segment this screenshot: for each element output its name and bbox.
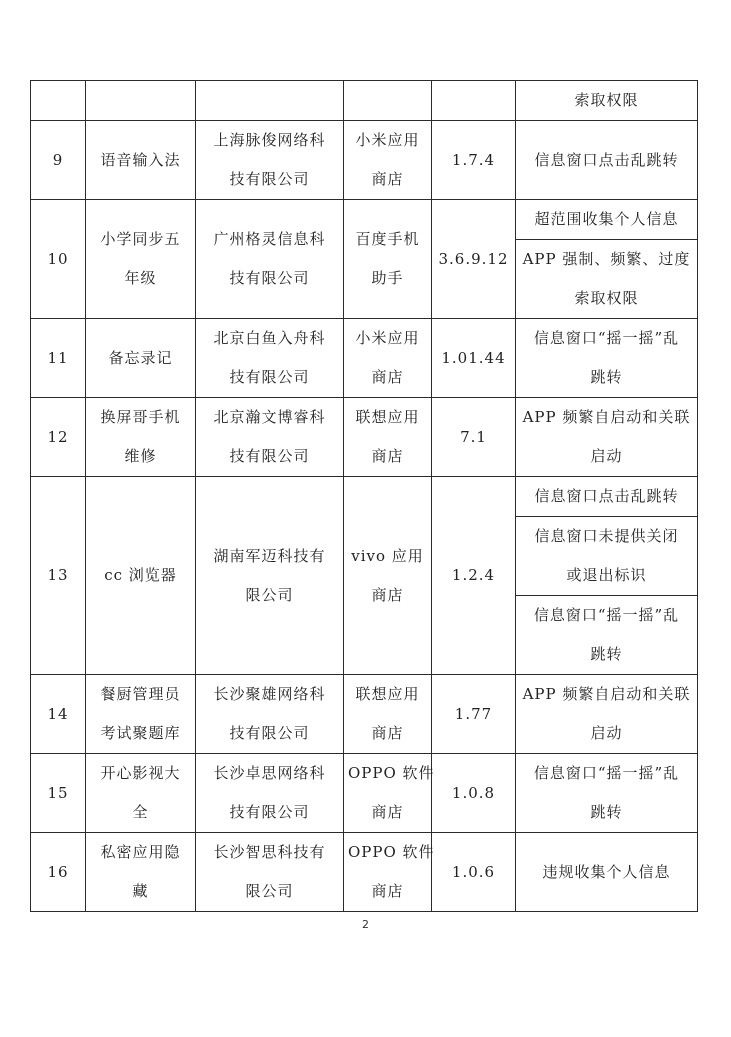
cell-issue	[516, 477, 698, 517]
cell-line: 信息窗口点击乱跳转	[534, 150, 679, 169]
cell-line: 北京白鱼入舟科	[213, 329, 326, 347]
cell-developer	[196, 675, 344, 754]
cell-issue	[516, 833, 698, 912]
cell-line: 湖南军迈科技有	[213, 546, 326, 565]
cell-line: 启动	[590, 447, 623, 465]
cell-line: 启动	[590, 724, 623, 742]
cell-line: 语音输入法	[100, 150, 181, 169]
cell-line: 商店	[371, 724, 404, 742]
cell-line: 限公司	[245, 882, 294, 900]
cell-line: 商店	[371, 803, 404, 821]
cell-line: 索取权限	[574, 91, 639, 109]
cell-issue	[516, 675, 698, 754]
cell-line: 考试聚题库	[100, 724, 181, 742]
cell-app-store	[344, 833, 435, 912]
cell-line: 技有限公司	[229, 724, 310, 742]
cell-line: vivo 应用	[351, 546, 424, 565]
cell-line: 小米应用	[355, 131, 420, 149]
cell-line: 超范围收集个人信息	[534, 210, 679, 228]
cell-line: 索取权限	[574, 289, 639, 307]
table-row	[31, 200, 698, 240]
cell-app-name	[86, 200, 196, 319]
cell-line: APP 频繁自启动和关联	[522, 408, 691, 426]
cell-line: 长沙卓思网络科	[213, 764, 326, 782]
cell-version: 1.0.8	[432, 754, 516, 833]
cell-line: 技有限公司	[229, 269, 310, 287]
cell-app-name	[86, 121, 196, 200]
cell-developer	[196, 833, 344, 912]
cell-line: 开心影视大	[100, 764, 181, 782]
cell-issue	[516, 517, 698, 596]
cell-app-name	[86, 319, 196, 398]
cell-line: OPPO 软件	[348, 764, 435, 782]
cell-line: 年级	[124, 269, 157, 287]
cell-issue	[516, 81, 698, 121]
cell-number: 11	[31, 319, 86, 398]
cell-app-name	[86, 833, 196, 912]
cell-line: 百度手机	[355, 230, 420, 248]
cell-line: 维修	[124, 447, 157, 465]
cell-version: 1.01.44	[432, 319, 516, 398]
cell-line: 上海脉俊网络科	[213, 131, 326, 149]
cell-line: 跳转	[590, 645, 623, 663]
cell-version: 1.77	[432, 675, 516, 754]
cell-line: APP 强制、频繁、过度	[522, 250, 691, 268]
cell-line: 餐厨管理员	[100, 685, 181, 703]
cell-app-name	[86, 754, 196, 833]
table-row	[31, 477, 698, 517]
cell-issue	[516, 200, 698, 240]
cell-line: 商店	[371, 170, 404, 188]
cell-app-store	[344, 398, 432, 477]
cell-line: 商店	[371, 447, 404, 465]
cell-issue	[516, 240, 698, 319]
cell-developer	[196, 81, 344, 121]
cell-number: 12	[31, 398, 86, 477]
cell-number: 13	[31, 477, 86, 675]
cell-app-store	[344, 319, 432, 398]
cell-version: 1.0.6	[432, 833, 516, 912]
cell-line: 技有限公司	[229, 170, 310, 188]
cell-line: 备忘录记	[108, 348, 173, 367]
cell-issue	[516, 319, 698, 398]
app-violation-table	[30, 80, 698, 912]
cell-line: 小米应用	[355, 329, 420, 347]
cell-line: 信息窗口“摇一摇”乱	[533, 329, 680, 347]
cell-line: 跳转	[590, 368, 623, 386]
cell-version: 1.7.4	[432, 121, 516, 200]
table-row	[31, 675, 698, 754]
cell-line: 小学同步五	[100, 230, 181, 248]
cell-line: OPPO 软件	[348, 843, 435, 861]
cell-developer	[196, 398, 344, 477]
cell-app-store	[344, 477, 432, 675]
cell-line: 藏	[132, 882, 149, 900]
cell-line: 长沙智思科技有	[213, 843, 326, 861]
cell-line: 信息窗口“摇一摇”乱	[533, 764, 680, 782]
cell-issue	[516, 596, 698, 675]
cell-number: 14	[31, 675, 86, 754]
cell-line: 商店	[371, 882, 404, 900]
cell-line: 助手	[371, 269, 404, 287]
table-row	[31, 833, 698, 912]
cell-app-store	[344, 754, 435, 833]
cell-line: cc 浏览器	[104, 566, 177, 584]
cell-line: 私密应用隐	[100, 843, 181, 861]
cell-version: 1.2.4	[432, 477, 516, 675]
cell-line: 商店	[371, 368, 404, 386]
cell-line: 跳转	[590, 803, 623, 821]
cell-line: 限公司	[245, 585, 294, 604]
table-row	[31, 754, 698, 833]
cell-number: 15	[31, 754, 86, 833]
cell-line: 联想应用	[355, 408, 420, 426]
cell-developer	[196, 319, 344, 398]
cell-developer	[196, 754, 344, 833]
cell-developer	[196, 200, 344, 319]
cell-issue	[516, 121, 698, 200]
table-row	[31, 81, 698, 121]
table-body	[31, 81, 698, 912]
cell-line: 技有限公司	[229, 803, 310, 821]
cell-line: 信息窗口点击乱跳转	[534, 487, 679, 505]
cell-line: 广州格灵信息科	[213, 230, 326, 248]
cell-line: 长沙聚雄网络科	[213, 685, 326, 703]
table-row	[31, 398, 698, 477]
cell-line: 联想应用	[355, 685, 420, 703]
cell-developer	[196, 121, 344, 200]
table-row	[31, 319, 698, 398]
cell-line: 违规收集个人信息	[542, 862, 671, 881]
cell-app-name	[86, 477, 196, 675]
cell-line: 或退出标识	[566, 566, 647, 584]
cell-app-name	[86, 398, 196, 477]
cell-number: 16	[31, 833, 86, 912]
cell-developer	[196, 477, 344, 675]
cell-version	[432, 81, 516, 121]
cell-app-store	[344, 200, 432, 319]
cell-line: APP 频繁自启动和关联	[522, 685, 691, 703]
cell-app-name	[86, 81, 196, 121]
cell-line: 技有限公司	[229, 447, 310, 465]
cell-line: 北京瀚文博睿科	[213, 408, 326, 426]
cell-number: 9	[31, 121, 86, 200]
cell-version: 7.1	[432, 398, 516, 477]
page-number: 2	[362, 918, 369, 931]
cell-version: 3.6.9.12	[432, 200, 516, 319]
cell-line: 技有限公司	[229, 368, 310, 386]
table-row	[31, 121, 698, 200]
cell-number: 10	[31, 200, 86, 319]
cell-line: 信息窗口未提供关闭	[534, 527, 679, 545]
cell-number	[31, 81, 86, 121]
cell-issue	[516, 398, 698, 477]
cell-app-store	[344, 121, 432, 200]
cell-line: 换屏哥手机	[100, 408, 181, 426]
cell-line: 信息窗口“摇一摇”乱	[533, 606, 680, 624]
cell-app-store	[344, 81, 432, 121]
cell-issue	[516, 754, 698, 833]
cell-app-store	[344, 675, 432, 754]
cell-app-name	[86, 675, 196, 754]
cell-line: 商店	[371, 585, 404, 604]
cell-line: 全	[132, 803, 149, 821]
